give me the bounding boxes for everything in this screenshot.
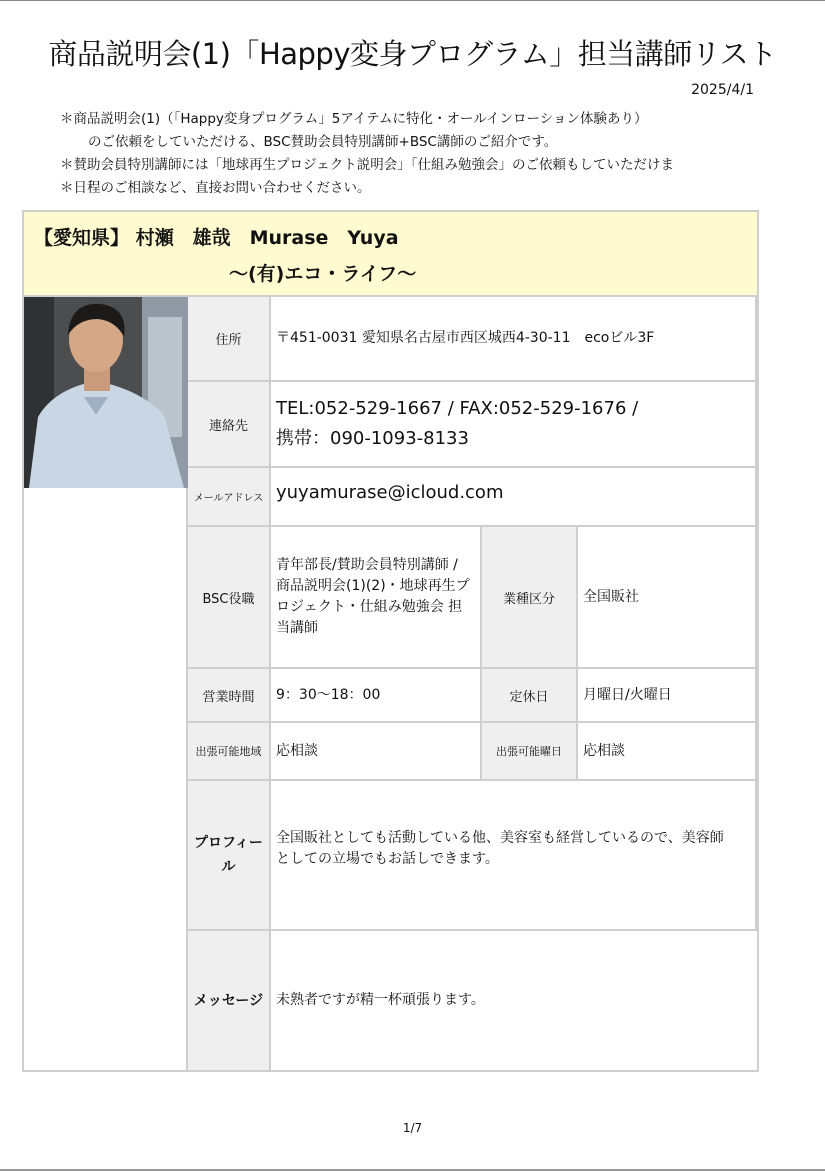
hours-label: 営業時間 bbox=[188, 669, 271, 723]
page-title: 商品説明会(1)「Happy変身プログラム」担当講師リスト bbox=[48, 37, 777, 71]
contact-value bbox=[271, 382, 757, 468]
document-date: 2025/4/1 bbox=[691, 82, 754, 98]
role-label: BSC役職 bbox=[188, 527, 271, 669]
message-label: メッセージ bbox=[188, 931, 271, 1070]
travel-area-value: 応相談 bbox=[271, 723, 482, 781]
address-label: 住所 bbox=[188, 297, 271, 382]
profile-value: 全国販社としても活動している他、美容室も経営しているので、美容師としての立場でもお話しできます。 bbox=[271, 781, 757, 931]
instructor-photo bbox=[24, 297, 188, 488]
email-value: yuyamurase@icloud.com bbox=[271, 468, 757, 527]
portrait-illustration bbox=[24, 297, 188, 488]
note-line: ＊商品説明会(1)（「Happy変身プログラム」5アイテムに特化・オールインローション体験あり） bbox=[60, 111, 648, 127]
address-value: 〒451-0031 愛知県名古屋市西区城西4-30-11 ecoビル3F bbox=[271, 297, 757, 382]
page-number: 1/7 bbox=[402, 1121, 423, 1135]
note-line: ＊日程のご相談など、直接お問い合わせください。 bbox=[60, 180, 371, 196]
message-value: 未熟者ですが精一杯頑張ります。 bbox=[276, 992, 485, 1008]
industry-value: 全国販社 bbox=[578, 527, 757, 669]
travel-area-label: 出張可能地域 bbox=[188, 723, 271, 781]
industry-label: 業種区分 bbox=[482, 527, 578, 669]
profile-label: プロフィール bbox=[188, 781, 271, 931]
top-border bbox=[0, 0, 825, 1]
instructor-card bbox=[22, 210, 759, 1072]
note-line: のご依頼をしていただける、BSC賛助会員特別講師+BSC講師のご紹介です。 bbox=[88, 134, 558, 150]
role-value: 青年部長/賛助会員特別講師 / 商品説明会(1)(2)・地球再生プロジェクト・仕組み勉強会 担当講師 bbox=[271, 527, 482, 669]
travel-days-value: 応相談 bbox=[578, 723, 757, 781]
mobile-line: 携帯：090-1093-8133 bbox=[276, 428, 469, 449]
holiday-label: 定休日 bbox=[482, 669, 578, 723]
company-name: ～(有)エコ・ライフ～ bbox=[229, 263, 417, 285]
hours-value: 9：30～18：00 bbox=[271, 669, 482, 723]
info-grid bbox=[188, 297, 757, 1070]
photo-column bbox=[24, 297, 188, 1070]
phone-fax-line: TEL:052-529-1667 / FAX:052-529-1676 / bbox=[276, 398, 639, 419]
note-line: ＊賛助会員特別講師には「地球再生プロジェクト説明会」「仕組み勉強会」のご依頼もしていただけま bbox=[60, 157, 674, 173]
notes bbox=[60, 108, 674, 200]
holiday-value: 月曜日/火曜日 bbox=[578, 669, 757, 723]
contact-label: 連絡先 bbox=[188, 382, 271, 468]
email-label: メールアドレス bbox=[188, 468, 271, 527]
card-header bbox=[24, 212, 757, 297]
instructor-name: 【愛知県】 村瀬 雄哉 Murase Yuya bbox=[34, 227, 399, 249]
travel-days-label: 出張可能曜日 bbox=[482, 723, 578, 781]
